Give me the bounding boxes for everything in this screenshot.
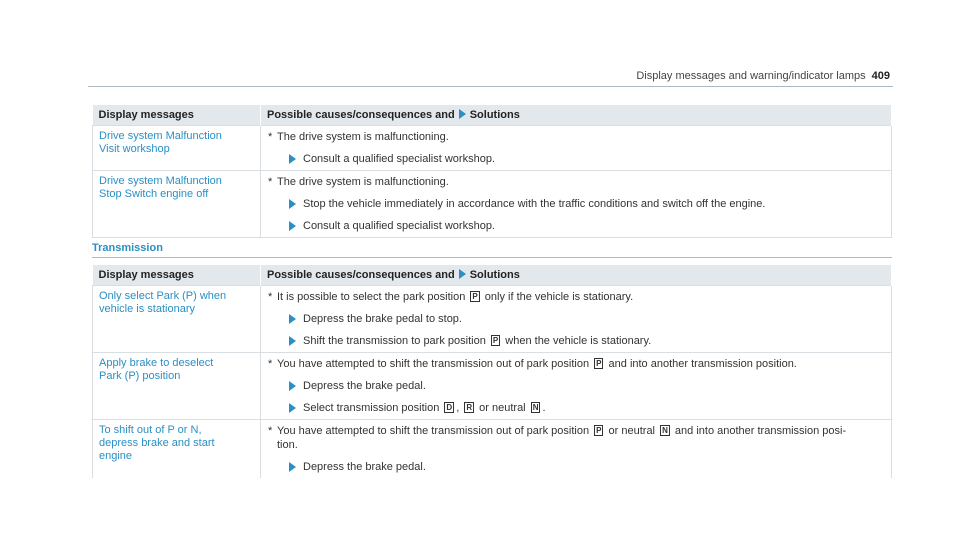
gear-p-symbol: P	[472, 292, 478, 301]
action-item	[289, 197, 885, 211]
message-line: Drive system Malfunction	[99, 130, 222, 142]
header-title: Display messages and warning/indicator lamps	[636, 70, 866, 82]
action-text: Depress the brake pedal.	[303, 380, 426, 392]
asterisk-bullet: *	[268, 291, 273, 303]
cause-solution-cell	[261, 420, 892, 479]
gear-p-symbol: P	[596, 359, 602, 368]
action-item	[289, 152, 885, 166]
action-item	[289, 334, 885, 348]
gear-p-symbol: P	[596, 426, 602, 435]
col-header-causes-label: Possible causes/consequences and	[267, 269, 455, 281]
cause-item	[268, 130, 885, 144]
gear-r-symbol: R	[466, 403, 473, 412]
arrow-right-icon	[459, 109, 466, 119]
table-row	[93, 171, 892, 238]
cause-solution-cell	[261, 171, 892, 238]
action-item	[289, 219, 885, 233]
cause-text: and into another transmission position.	[608, 358, 797, 370]
message-line: Visit workshop	[99, 143, 170, 155]
message-line: To shift out of P or N,	[99, 424, 202, 436]
arrow-right-icon	[289, 199, 296, 209]
table-header-row	[93, 105, 892, 126]
arrow-right-icon	[289, 381, 296, 391]
message-line: Stop Switch engine off	[99, 188, 209, 200]
table-header-row	[93, 265, 892, 286]
action-item	[289, 379, 885, 393]
asterisk-bullet: *	[268, 176, 273, 188]
display-message	[93, 286, 261, 353]
message-line: Park (P) position	[99, 370, 181, 382]
col-header-solutions-label: Solutions	[469, 109, 520, 121]
gear-n-symbol: N	[532, 403, 539, 412]
arrow-right-icon	[289, 154, 296, 164]
display-messages-table-drive	[92, 105, 892, 238]
arrow-right-icon	[289, 221, 296, 231]
cause-text: tion.	[277, 439, 298, 451]
cause-solution-cell	[261, 126, 892, 171]
action-text: .	[542, 402, 546, 414]
section-rule	[92, 257, 892, 258]
display-message	[93, 420, 261, 479]
col-header-solutions-label: Solutions	[469, 269, 520, 281]
action-text: when the vehicle is stationary.	[505, 335, 652, 347]
asterisk-bullet: *	[268, 425, 273, 437]
action-text: Stop the vehicle immediately in accordance with the traffic conditions and switch off the engine.	[303, 198, 766, 210]
action-item	[289, 401, 885, 415]
action-text: Shift the transmission to park position	[303, 335, 486, 347]
col-header-causes	[261, 105, 892, 126]
gear-p-symbol: P	[492, 336, 499, 345]
cause-text: The drive system is malfunctioning.	[277, 176, 449, 188]
table-row	[93, 126, 892, 171]
col-header-causes	[261, 265, 892, 286]
arrow-right-icon	[289, 336, 296, 346]
cause-text: The drive system is malfunctioning.	[277, 131, 449, 143]
action-text: Consult a qualified specialist workshop.	[303, 220, 495, 232]
col-header-messages: Display messages	[93, 265, 261, 286]
cause-text: It is possible to select the park position	[277, 291, 466, 303]
action-text: or neutral	[479, 402, 526, 414]
separator-text: ,	[456, 402, 460, 414]
cause-text: You have attempted to shift the transmission out of park position	[277, 358, 590, 370]
display-messages-table-transmission	[92, 265, 892, 478]
message-line: vehicle is stationary	[99, 303, 195, 315]
page-header	[636, 70, 890, 82]
display-message	[93, 353, 261, 420]
action-item	[289, 312, 885, 326]
action-text: Select transmission position	[303, 402, 440, 414]
display-message	[93, 126, 261, 171]
cause-solution-cell	[261, 353, 892, 420]
cause-item	[268, 175, 885, 189]
message-line: Apply brake to deselect	[99, 357, 214, 369]
action-item	[289, 460, 885, 474]
page-number: 409	[871, 70, 890, 82]
section-title-transmission: Transmission	[92, 242, 163, 254]
col-header-causes-label: Possible causes/consequences and	[267, 109, 455, 121]
action-text: Consult a qualified specialist workshop.	[303, 153, 495, 165]
arrow-right-icon	[459, 269, 466, 279]
message-line: Drive system Malfunction	[99, 175, 222, 187]
col-header-messages: Display messages	[93, 105, 261, 126]
asterisk-bullet: *	[268, 131, 273, 143]
action-text: Depress the brake pedal to stop.	[303, 313, 462, 325]
table-row	[93, 353, 892, 420]
cause-text: and into another transmission posi-	[674, 425, 847, 437]
cause-text: only if the vehicle is stationary.	[484, 291, 634, 303]
arrow-right-icon	[289, 314, 296, 324]
cause-solution-cell	[261, 286, 892, 353]
gear-n-symbol: N	[662, 426, 668, 435]
cause-item	[268, 290, 885, 304]
arrow-right-icon	[289, 462, 296, 472]
arrow-right-icon	[289, 403, 296, 413]
cause-text: You have attempted to shift the transmission out of park position	[277, 425, 590, 437]
gear-d-symbol: D	[446, 403, 453, 412]
action-text: Depress the brake pedal.	[303, 461, 426, 473]
asterisk-bullet: *	[268, 358, 273, 370]
table-row	[93, 420, 892, 479]
cause-text: or neutral	[608, 425, 656, 437]
message-line: depress brake and start	[99, 437, 215, 449]
message-line: Only select Park (P) when	[99, 290, 227, 302]
display-message	[93, 171, 261, 238]
cause-item	[268, 357, 885, 371]
message-line: engine	[99, 450, 133, 462]
cause-item	[268, 424, 885, 452]
table-row	[93, 286, 892, 353]
